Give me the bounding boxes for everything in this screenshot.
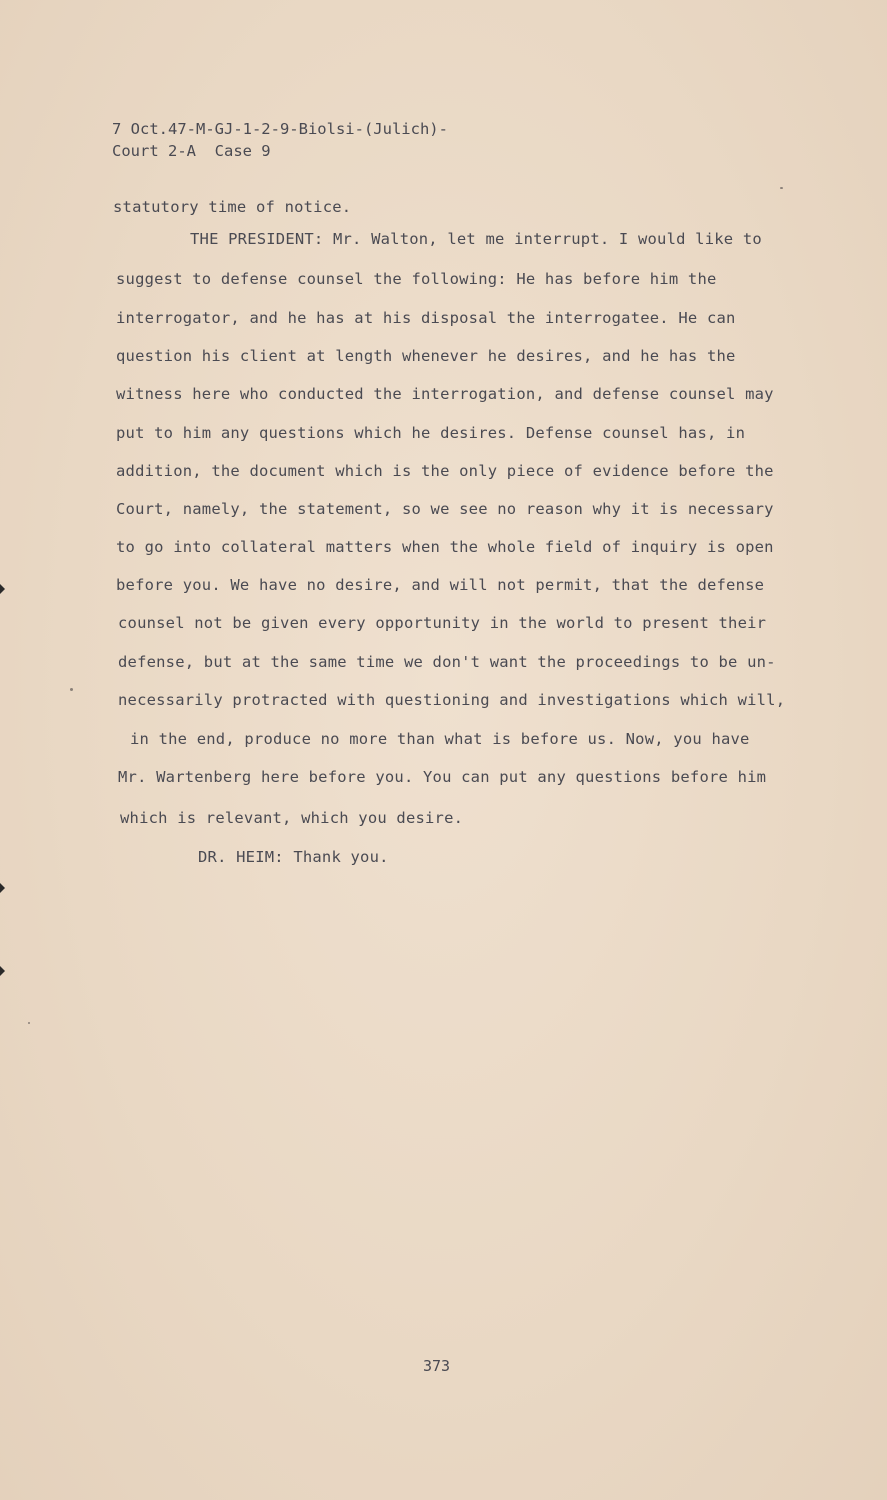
paper-speck — [28, 1022, 30, 1024]
transcript-line: Mr. Wartenberg here before you. You can put any questions before him — [118, 768, 767, 786]
transcript-line: suggest to defense counsel the following: He has before him the — [116, 270, 717, 288]
binding-mark — [0, 966, 5, 976]
transcript-line: to go into collateral matters when the whole field of inquiry is open — [116, 538, 774, 556]
document-header — [112, 118, 448, 162]
transcript-line: question his client at length whenever he desires, and he has the — [116, 347, 736, 365]
paper-speck — [70, 688, 73, 691]
transcript-line: defense, but at the same time we don't want the proceedings to be un- — [118, 653, 776, 671]
binding-mark — [0, 883, 5, 893]
binding-mark — [0, 584, 5, 594]
transcript-line: Court, namely, the statement, so we see no reason why it is necessary — [116, 500, 774, 518]
transcript-line: before you. We have no desire, and will not permit, that the defense — [116, 576, 765, 594]
transcript-line: DR. HEIM: Thank you. — [198, 848, 389, 866]
transcript-line: necessarily protracted with questioning and investigations which will, — [118, 691, 786, 709]
transcript-line: interrogator, and he has at his disposal the interrogatee. He can — [116, 309, 736, 327]
paper-speck — [780, 187, 783, 189]
transcript-line: which is relevant, which you desire. — [120, 809, 464, 827]
transcript-line: put to him any questions which he desires. Defense counsel has, in — [116, 424, 746, 442]
header-court-case: Court 2-A Case 9 — [112, 142, 271, 160]
transcript-line: in the end, produce no more than what is before us. Now, you have — [130, 730, 750, 748]
transcript-line: addition, the document which is the only piece of evidence before the — [116, 462, 774, 480]
transcript-line: THE PRESIDENT: Mr. Walton, let me interrupt. I would like to — [190, 230, 762, 248]
page-number: 373 — [423, 1357, 451, 1375]
transcript-line: witness here who conducted the interrogation, and defense counsel may — [116, 385, 774, 403]
transcript-line: counsel not be given every opportunity in the world to present their — [118, 614, 767, 632]
header-reference: 7 Oct.47-M-GJ-1-2-9-Biolsi-(Julich)- — [112, 120, 448, 138]
transcript-line: statutory time of notice. — [113, 198, 352, 216]
